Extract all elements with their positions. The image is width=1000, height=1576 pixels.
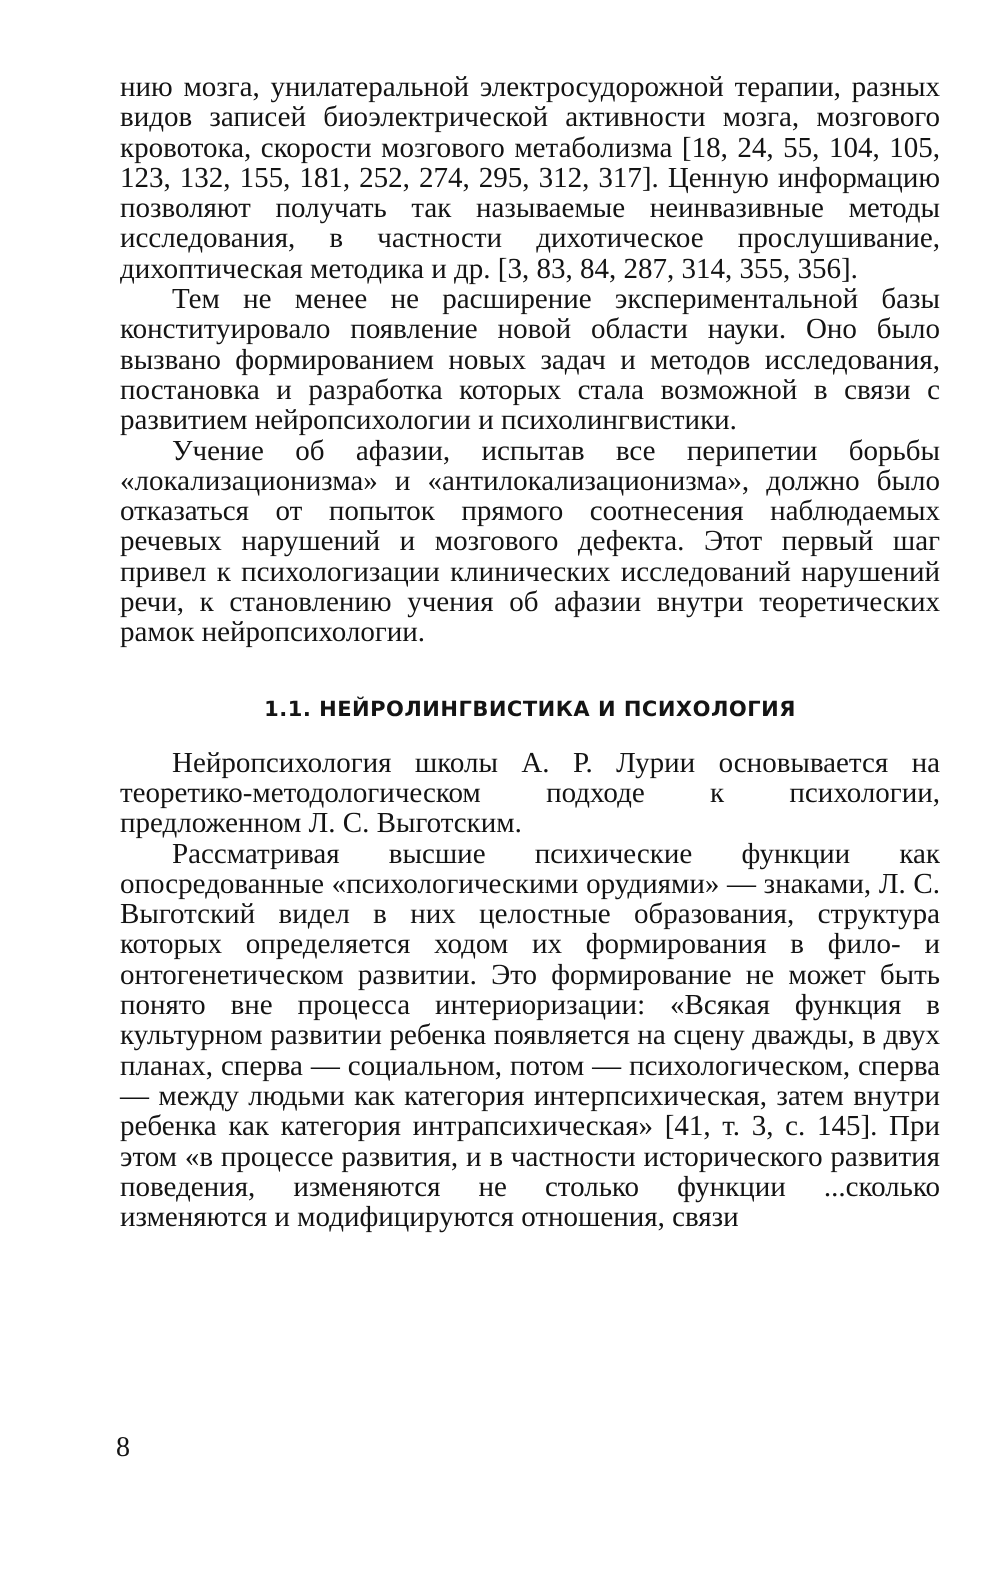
- section-heading: 1.1. НЕЙРОЛИНГВИСТИКА И ПСИХОЛОГИЯ: [264, 696, 796, 721]
- paragraph-vygotsky-functions: Рассматривая высшие психические функции как опосредованные «психологическими орудиями» — знаками, Л. С. Выготский видел в них целостные образования, структура которых определяется ходом их формирования в фило- и онтогенетическом развитии. Это формирование не может быть понято вне процесса интериоризации: «Всякая функция в культурном развитии ребенка появляется на сцену дважды, в двух планах, сперва — социальном, потом — психологическом, сперва — между людьми как категория интерпсихическая, затем внутри ребенка как категория интрапсихическая» [41, т. 3, с. 145]. При этом «в процессе развития, и в частности исторического развития поведения, изменяются не столько функции ...сколько изменяются и модифицируются отношения, связи: [120, 837, 940, 1234]
- page-number: 8: [116, 1432, 130, 1463]
- page-body: [120, 72, 940, 1232]
- paragraph-experimental-base: Тем не менее не расширение экспериментальной базы конституировало появление новой области науки. Оно было вызвано формированием новых задач и методов исследования, постановка и разработка которых стала возможной в связи с развитием нейропсихологии и психолингвистики.: [120, 283, 940, 437]
- paragraph-aphasia-doctrine: Учение об афазии, испытав все перипетии борьбы «локализационизма» и «антилокализационизма», должно было отказаться от попыток прямого соотнесения наблюдаемых речевых нарушений и мозгового дефекта. Этот первый шаг привел к психологизации клинических исследований нарушений речи, к становлению учения об афазии внутри теоретических рамок нейропсихологии.: [120, 434, 940, 649]
- paragraph-luria-school: Нейропсихология школы А. Р. Лурии основывается на теоретико-методологическом подходе к психологии, предложенном Л. С. Выготским.: [120, 746, 940, 840]
- paragraph-continuation: нию мозга, унилатеральной электросудорожной терапии, разных видов записей биоэлектрической активности мозга, мозгового кровотока, скорости мозгового метаболизма [18, 24, 55, 104, 105, 123, 132, 155, 181, 252, 274, 295, 312, 317]. Ценную информацию позволяют получать так называемые неинвазивные методы исследования, в частности дихотическое прослушивание, дихоптическая методика и др. [3, 83, 84, 287, 314, 355, 356].: [120, 71, 940, 285]
